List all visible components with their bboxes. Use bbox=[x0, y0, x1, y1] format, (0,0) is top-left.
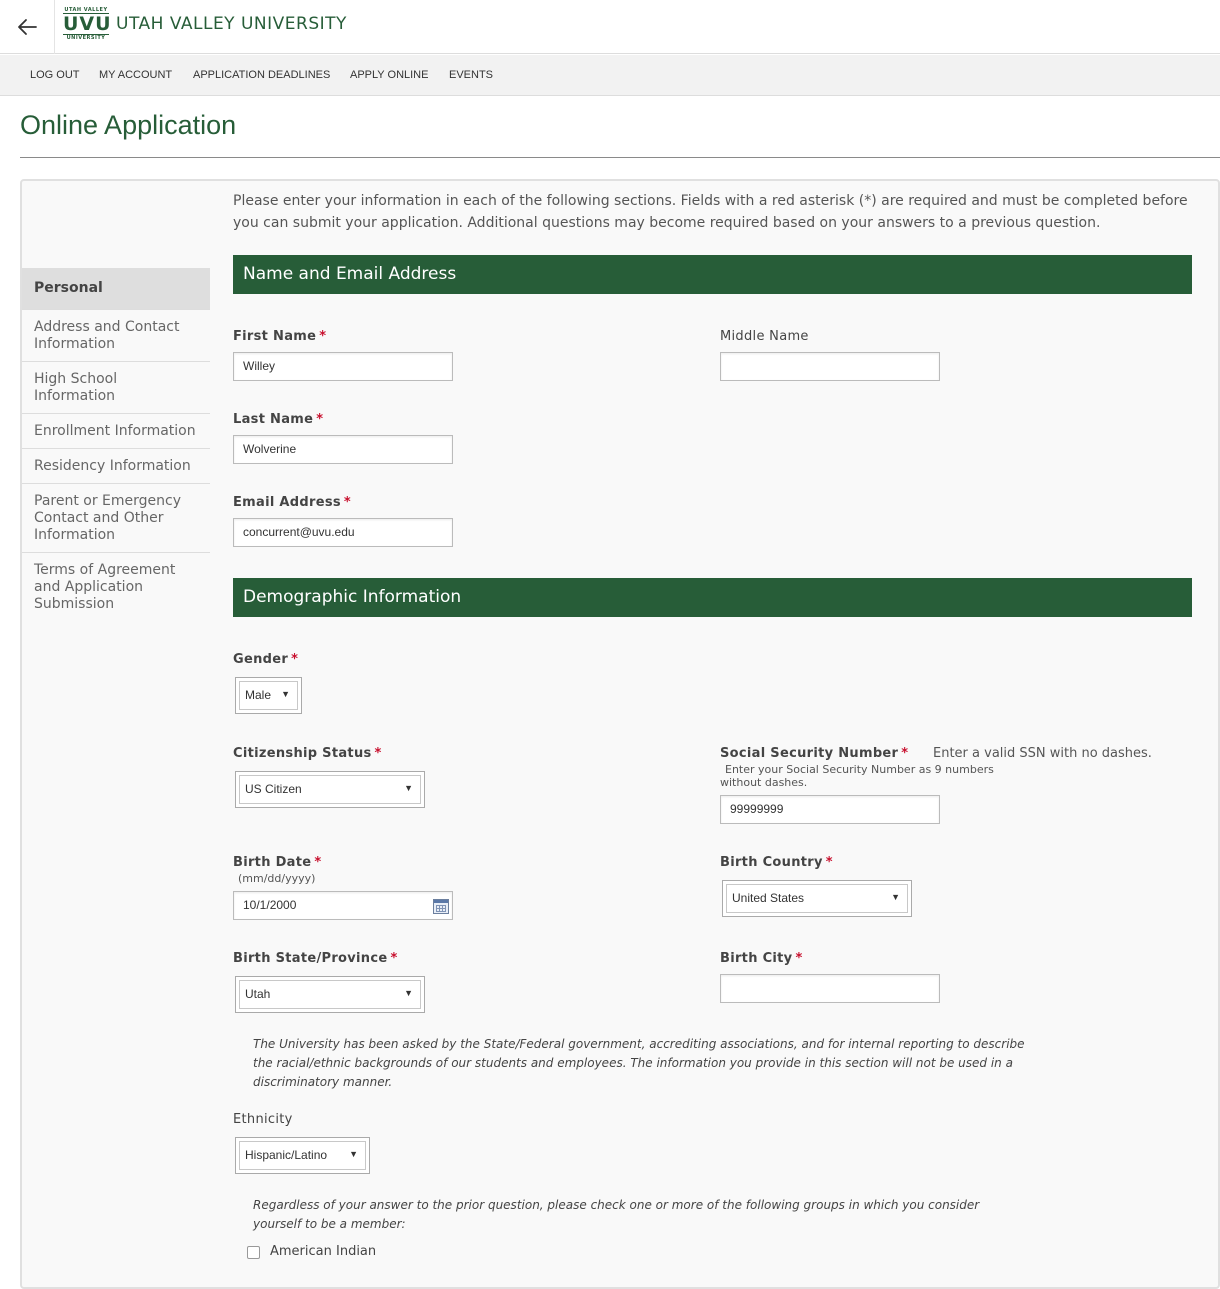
citizenship-select[interactable]: US Citizen ▼ bbox=[235, 771, 425, 808]
email-label: Email Address * bbox=[233, 495, 352, 510]
birth-country-select[interactable]: United States ▼ bbox=[722, 880, 912, 917]
birth-city-label: Birth City * bbox=[720, 951, 803, 966]
birth-date-label: Birth Date * bbox=[233, 855, 322, 870]
section-header-demographic: Demographic Information bbox=[233, 578, 1192, 617]
main-nav bbox=[0, 55, 1220, 96]
last-name-label: Last Name * bbox=[233, 412, 324, 427]
dropdown-arrow-icon: ▼ bbox=[404, 988, 413, 998]
last-name-input[interactable]: Wolverine bbox=[233, 435, 453, 464]
ethnicity-disclaimer: The University has been asked by the State/Federal government, accrediting associations, and for internal reporting to describe the racial/ethnic backgrounds of our students and employees. The information you provide in this section will not be used in a discriminatory manner. bbox=[253, 1037, 1025, 1089]
required-marker: * bbox=[795, 951, 803, 966]
birth-state-label: Birth State/Province * bbox=[233, 951, 398, 966]
citizenship-label: Citizenship Status * bbox=[233, 746, 382, 761]
required-marker: * bbox=[390, 951, 398, 966]
birth-date-input[interactable]: 10/1/2000 bbox=[233, 891, 453, 920]
ssn-error-text: Enter a valid SSN with no dashes. bbox=[933, 746, 1152, 761]
birth-country-label: Birth Country * bbox=[720, 855, 833, 870]
top-bar bbox=[0, 0, 1220, 54]
required-marker: * bbox=[825, 855, 833, 870]
required-marker: * bbox=[343, 495, 352, 510]
middle-name-label: Middle Name bbox=[720, 329, 809, 344]
american-indian-label[interactable]: American Indian bbox=[270, 1244, 377, 1259]
ethnicity-select[interactable]: Hispanic/Latino ▼ bbox=[235, 1137, 370, 1174]
required-marker: * bbox=[374, 746, 382, 761]
nav-apply-online[interactable]: APPLY ONLINE bbox=[350, 69, 429, 81]
university-name[interactable]: UTAH VALLEY UNIVERSITY bbox=[116, 14, 347, 34]
sidebar-item-parent-emergency[interactable]: Parent or Emergency Contact and Other Information bbox=[22, 484, 210, 553]
sidebar-item-enrollment[interactable]: Enrollment Information bbox=[22, 414, 210, 449]
first-name-label: First Name * bbox=[233, 329, 327, 344]
sidebar-item-personal[interactable]: Personal bbox=[22, 268, 210, 310]
nav-application-deadlines[interactable]: APPLICATION DEADLINES bbox=[193, 69, 331, 81]
sidebar-item-terms[interactable]: Terms of Agreement and Application Submission bbox=[34, 562, 176, 612]
birth-date-format-hint: (mm/dd/yyyy) bbox=[238, 872, 316, 885]
birth-state-select[interactable]: Utah ▼ bbox=[235, 976, 425, 1013]
gender-label: Gender * bbox=[233, 652, 299, 667]
dropdown-arrow-icon: ▼ bbox=[281, 689, 290, 699]
required-marker: * bbox=[314, 855, 322, 870]
dropdown-arrow-icon: ▼ bbox=[404, 783, 413, 793]
sidebar-item-residency[interactable]: Residency Information bbox=[22, 449, 210, 484]
sidebar-item-high-school[interactable]: High School Information bbox=[22, 362, 210, 414]
required-marker: * bbox=[291, 652, 299, 667]
nav-log-out[interactable]: LOG OUT bbox=[30, 69, 80, 81]
email-input[interactable]: concurrent@uvu.edu bbox=[233, 518, 453, 547]
birth-city-input[interactable] bbox=[720, 974, 940, 1003]
ssn-input[interactable]: 99999999 bbox=[720, 795, 940, 824]
nav-events[interactable]: EVENTS bbox=[449, 69, 494, 81]
nav-my-account[interactable]: MY ACCOUNT bbox=[99, 69, 173, 81]
divider bbox=[20, 157, 1220, 158]
arrow-left-icon bbox=[16, 16, 38, 38]
dropdown-arrow-icon: ▼ bbox=[349, 1149, 358, 1159]
required-marker: * bbox=[901, 746, 909, 761]
uvu-logo[interactable]: UTAH VALLEY UVU UNIVERSITY bbox=[63, 7, 112, 41]
ssn-hint: Enter your Social Security Number as 9 numbers without dashes. bbox=[720, 763, 994, 789]
ssn-label: Social Security Number * bbox=[720, 746, 909, 761]
gender-select[interactable]: Male ▼ bbox=[235, 677, 302, 714]
required-marker: * bbox=[316, 412, 324, 427]
page-title: Online Application bbox=[20, 110, 237, 140]
section-sidebar bbox=[22, 268, 210, 621]
calendar-icon[interactable] bbox=[433, 899, 449, 914]
american-indian-checkbox[interactable] bbox=[247, 1246, 260, 1259]
first-name-input[interactable]: Willey bbox=[233, 352, 453, 381]
dropdown-arrow-icon: ▼ bbox=[891, 892, 900, 902]
intro-text: Please enter your information in each of the following sections. Fields with a red asterisk (*) are required and must be completed before you can submit your application. Additional questions may become required based on your answers to a previous question. bbox=[233, 193, 1188, 231]
groups-instruction: Regardless of your answer to the prior question, please check one or more of the following groups in which you consider yourself to be a member: bbox=[253, 1198, 980, 1231]
ethnicity-label: Ethnicity bbox=[233, 1112, 293, 1127]
required-marker: * bbox=[319, 329, 327, 344]
section-header-name-email: Name and Email Address bbox=[233, 255, 1192, 294]
back-button[interactable] bbox=[0, 0, 55, 54]
middle-name-input[interactable] bbox=[720, 352, 940, 381]
sidebar-item-address-contact[interactable]: Address and Contact Information bbox=[22, 310, 210, 362]
